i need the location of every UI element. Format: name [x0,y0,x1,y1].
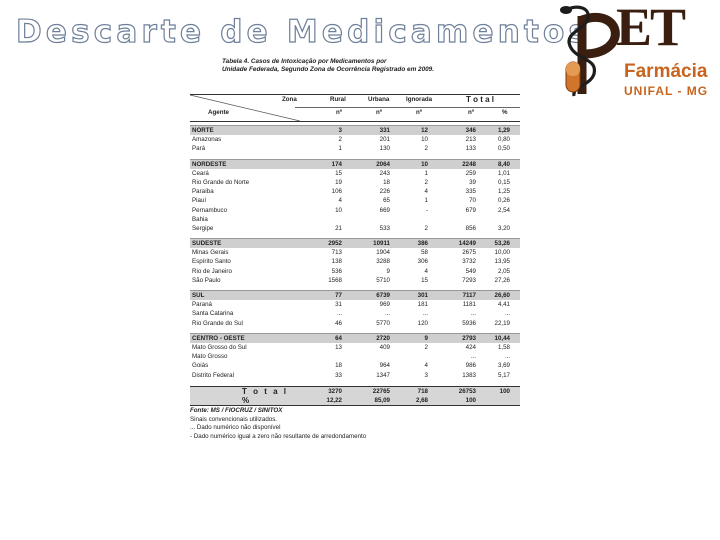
cell-pct: 1,01 [497,169,510,177]
header-n-rural: nº [336,109,343,116]
logo-et-text: ET [616,0,685,57]
cell-ignorada: - [425,206,428,214]
header-urbana: Urbana [368,96,390,103]
table-row [190,187,520,196]
table-row [190,169,520,178]
cell-name: Ceará [192,169,209,177]
cell-ignorada: 58 [421,249,428,257]
cell-total: 856 [465,224,476,232]
region-row [190,290,520,300]
cell-total: 26753 [458,387,476,395]
cell-name: Espírito Santo [192,258,231,266]
cell-pct: 100 [499,387,510,395]
cell-rural: 18 [335,362,342,370]
cell-rural: 713 [331,249,342,257]
cell-rural: 174 [331,160,342,168]
cell-ignorada: 2 [424,224,428,232]
table-row [190,343,520,352]
cell-urbana: 409 [379,343,390,351]
cell-pct: 3,20 [497,224,510,232]
header-zona: Zona [282,96,297,103]
slide-title: Descarte de Medicamentos [16,14,592,50]
cell-rural: 2 [338,136,342,144]
cell-urbana: 130 [379,145,390,153]
logo-unifal-text: UNIFAL - MG [624,84,709,98]
cell-urbana: 2720 [376,334,390,342]
cell-pct: 0,80 [497,136,510,144]
table-row [190,178,520,187]
cell-rural: 536 [331,267,342,275]
cell-total: 39 [469,178,476,186]
cell-total: ... [470,310,476,318]
cell-pct: 0,26 [497,197,510,205]
header-agente: Agente [208,109,229,116]
cell-total: 986 [465,362,476,370]
cell-ignorada: 386 [417,240,428,248]
table-body [190,125,520,380]
cell-name: Distrito Federal [192,371,234,379]
cell-ignorada: 181 [417,301,428,309]
cell-pct: 8,40 [497,160,510,168]
cell-rural: 46 [335,319,342,327]
cell-rural: 3 [338,127,342,134]
cell-total: 424 [465,343,476,351]
cell-urbana: 243 [379,169,390,177]
cell-name: Pernambuco [192,206,228,214]
cell-name: Santa Catarina [192,310,234,318]
cell-total: 346 [465,127,476,134]
cell-ignorada: 1 [424,197,428,205]
header-pct-total: % [502,109,508,116]
cell-pct: 13,95 [494,258,510,266]
cell-pct: 27,26 [494,276,510,284]
header-rural: Rural [330,96,346,103]
table-row [190,267,520,276]
cell-rural: ... [336,310,342,318]
table-row [190,224,520,233]
cell-ignorada: ... [422,310,428,318]
cell-total: 2248 [462,160,476,168]
cell-name: Amazonas [192,136,222,144]
cell-total: 213 [465,136,476,144]
table-row [190,361,520,370]
cell-total: 3732 [462,258,476,266]
note-line-3: - Dado numérico igual a zero não resultante de arredondamento [190,432,367,440]
table-row [190,352,520,361]
cell-name: % [242,395,252,405]
table-row [190,144,520,153]
cell-rural: 31 [335,301,342,309]
header-n-ignorada: nº [416,109,423,116]
cell-name: Minas Gerais [192,249,229,257]
cell-pct: 10,00 [494,249,510,257]
cell-total: 1181 [462,301,476,309]
cell-urbana: 10911 [373,240,390,248]
cell-urbana: 969 [379,301,390,309]
cell-ignorada: 9 [424,334,428,342]
note-line-2: ... Dado numérico não disponível [190,424,281,432]
intoxication-table [190,94,520,441]
cell-rural: 15 [335,169,342,177]
cell-pct: 0,50 [497,145,510,153]
cell-rural: 21 [335,224,342,232]
cell-urbana: 22765 [372,387,390,395]
cell-total: 5936 [462,319,476,327]
cell-urbana: 201 [379,136,390,144]
cell-name: Rio Grande do Sul [192,319,243,327]
cell-total: 133 [465,145,476,153]
cell-pct: 2,54 [497,206,510,214]
cell-urbana: 5770 [376,319,390,327]
cell-pct: 26,60 [494,292,510,299]
header-divider [295,107,520,108]
cell-pct: 1,25 [497,188,510,196]
cell-name: São Paulo [192,276,221,284]
cell-name: NORTE [192,127,214,134]
cell-name: Pará [192,145,206,153]
cell-total: 1383 [462,371,476,379]
cell-urbana: 669 [379,206,390,214]
cell-name: Rio Grande do Norte [192,178,250,186]
cell-rural: 138 [331,258,342,266]
cell-urbana: 9 [386,267,390,275]
table-row [190,196,520,205]
table-caption [222,58,492,74]
cell-urbana: 5710 [376,276,390,284]
cell-urbana: 964 [379,362,390,370]
cell-total: 7293 [462,276,476,284]
header-total: T o t a l [466,95,494,104]
header-ignorada: Ignorada [406,96,433,103]
cell-total: 2793 [462,334,476,342]
cell-urbana: 1347 [376,371,390,379]
cell-name: Mato Grosso [192,353,228,361]
cell-urbana: 85,09 [374,396,390,404]
cell-ignorada: 2 [424,343,428,351]
cell-total: ... [470,353,476,361]
cell-pct: 0,15 [497,178,510,186]
cell-name: Bahia [192,215,208,223]
cell-pct: 22,19 [494,319,510,327]
cell-name: Mato Grosso do Sul [192,343,247,351]
cell-urbana: 1904 [376,249,390,257]
cell-urbana: 331 [379,127,390,134]
note-line-1: Sinais convencionais utilizados. [190,415,278,423]
table-row [190,248,520,257]
cell-name: NORDESTE [192,160,227,168]
table-row [190,387,520,396]
cell-pct: ... [504,310,510,318]
table-notes [190,407,520,441]
cell-total: 679 [465,206,476,214]
cell-ignorada: 2,68 [415,396,428,404]
cell-name: T o t a l [242,386,288,396]
region-row [190,125,520,135]
cell-rural: 1568 [328,276,342,284]
cell-urbana: 3288 [376,258,390,266]
cell-rural: 77 [335,292,342,299]
table-row [190,396,520,405]
cell-urbana: 533 [379,224,390,232]
cell-ignorada: 718 [417,387,428,395]
cell-urbana: 65 [383,197,390,205]
cell-total: 335 [465,188,476,196]
cell-rural: 2952 [328,240,342,248]
cell-pct: 2,05 [497,267,510,275]
table-totals [190,386,520,406]
table-row [190,135,520,144]
cell-pct: 5,17 [497,371,510,379]
cell-ignorada: 2 [424,178,428,186]
cell-pct: 3,69 [497,362,510,370]
table-header [190,94,520,122]
header-n-total: nº [468,109,475,116]
cell-rural: 19 [335,178,342,186]
cell-rural: 106 [331,188,342,196]
caption-line-1: Tabela 4. Casos de Intoxicação por Medicamentos por [222,58,387,65]
cell-pct: 53,26 [494,240,510,248]
cell-ignorada: 4 [424,188,428,196]
table-row [190,215,520,224]
cell-total: 70 [469,197,476,205]
cell-ignorada: 301 [417,292,428,299]
cell-pct: 1,58 [497,343,510,351]
cell-rural: 1 [338,145,342,153]
cell-name: Goiás [192,362,209,370]
cell-pct: 10,44 [494,334,510,342]
cell-ignorada: 4 [424,267,428,275]
table-row [190,309,520,318]
cell-rural: 13 [335,343,342,351]
cell-ignorada: 10 [421,160,428,168]
cell-name: CENTRO - OESTE [192,334,245,342]
cell-total: 259 [465,169,476,177]
cell-urbana: ... [384,310,390,318]
table-row [190,319,520,328]
cell-total: 7117 [462,292,476,299]
table-row [190,206,520,215]
cell-pct: 4,41 [497,301,510,309]
cell-rural: 12,22 [326,396,342,404]
cell-urbana: 18 [383,178,390,186]
cell-ignorada: 120 [417,319,428,327]
cell-rural: 64 [335,334,342,342]
cell-ignorada: 15 [421,276,428,284]
cell-ignorada: 2 [424,145,428,153]
region-row [190,238,520,248]
cell-total: 2675 [462,249,476,257]
cell-ignorada: 12 [421,127,428,134]
cell-rural: 10 [335,206,342,214]
cell-urbana: 6739 [376,292,390,299]
cell-name: Paraná [192,301,212,309]
cell-ignorada: 306 [417,258,428,266]
cell-ignorada: 10 [421,136,428,144]
table-row [190,371,520,380]
cell-total: 14249 [458,240,476,248]
cell-total: 100 [465,396,476,404]
cell-name: Sergipe [192,224,214,232]
header-n-urbana: nº [376,109,383,116]
caption-line-2: Unidade Federada, Segundo Zona de Ocorrência Registrado em 2009. [222,66,435,73]
cell-name: Paraíba [192,188,214,196]
cell-pct: ... [504,353,510,361]
cell-urbana: 226 [379,188,390,196]
cell-name: Rio de Janeiro [192,267,232,275]
table-row [190,257,520,266]
cell-pct: 1,29 [497,127,510,134]
cell-total: 549 [465,267,476,275]
cell-rural: 3270 [328,387,342,395]
cell-name: SUDESTE [192,240,222,248]
region-row [190,333,520,343]
cell-name: SUL [192,292,205,299]
cell-ignorada: 1 [424,169,428,177]
table-row [190,300,520,309]
region-row [190,159,520,169]
cell-ignorada: 3 [424,371,428,379]
cell-name: Piauí [192,197,207,205]
pet-farmacia-logo [552,2,718,102]
cell-rural: 4 [338,197,342,205]
note-source: Fonte: MS / FIOCRUZ / SINITOX [190,407,283,415]
logo-farmacia-text: Farmácia [624,61,708,82]
table-row [190,276,520,285]
cell-urbana: 2064 [376,160,390,168]
cell-ignorada: 4 [424,362,428,370]
cell-rural: 33 [335,371,342,379]
